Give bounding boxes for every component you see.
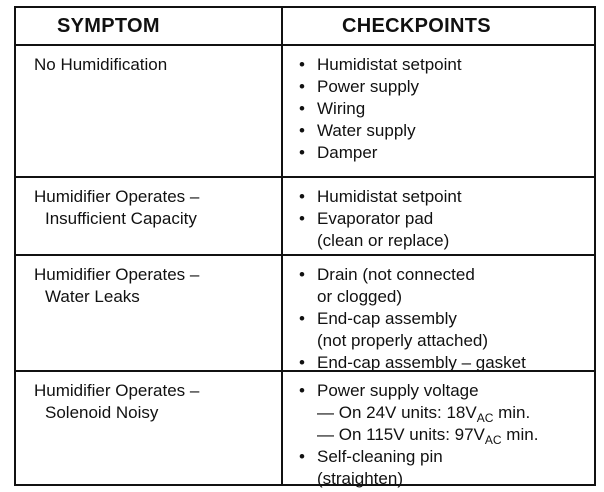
bullet-icon: • <box>299 209 305 228</box>
checkpoints-list <box>299 264 589 374</box>
bullet-icon: • <box>299 187 305 206</box>
list-item: • Wiring <box>299 99 366 118</box>
symptom-header: SYMPTOM <box>57 15 160 37</box>
symptom-text: Humidifier Operates – <box>34 265 200 284</box>
check-subtext: or clogged) <box>317 287 403 306</box>
list-item: • Self-cleaning pin (straighten) <box>299 446 589 490</box>
symptom-cell <box>34 54 274 76</box>
table-row <box>16 46 594 178</box>
list-item: • Humidistat setpoint <box>299 187 462 206</box>
table-row <box>16 256 594 372</box>
list-item: • End-cap assembly (not properly attached) <box>299 308 589 352</box>
symptom-text: Water Leaks <box>45 287 140 306</box>
list-item: • Damper <box>299 143 378 162</box>
table-header <box>16 8 594 46</box>
bullet-icon: • <box>299 55 305 74</box>
bullet-icon: • <box>299 77 305 96</box>
symptom-text: Insufficient Capacity <box>45 209 197 228</box>
symptom-text: Humidifier Operates – <box>34 187 200 206</box>
check-subtext: (straighten) <box>317 469 403 488</box>
checkpoints-list <box>299 54 589 164</box>
bullet-icon: • <box>299 353 305 372</box>
checkpoints-list <box>299 380 589 490</box>
list-item: • End-cap assembly – gasket <box>299 353 526 372</box>
list-item: • Humidistat setpoint <box>299 55 462 74</box>
list-item: • Drain (not connected or clogged) <box>299 264 589 308</box>
table-row <box>16 178 594 256</box>
bullet-icon: • <box>299 143 305 162</box>
symptom-cell <box>34 264 274 308</box>
bullet-icon: • <box>299 265 305 284</box>
list-item: • Evaporator pad (clean or replace) <box>299 208 589 252</box>
list-item: • Water supply <box>299 121 416 140</box>
bullet-icon: • <box>299 121 305 140</box>
bullet-icon: • <box>299 447 305 466</box>
symptom-text: No Humidification <box>34 55 168 74</box>
checkpoints-header: CHECKPOINTS <box>342 15 491 37</box>
table-row <box>16 372 594 488</box>
voltage-spec-115v: — On 115V units: $97V_{AC}$ min. <box>317 425 539 447</box>
bullet-icon: • <box>299 309 305 328</box>
symptom-cell <box>34 380 274 424</box>
check-subtext: (clean or replace) <box>317 231 450 250</box>
list-item: • Power supply voltage — On 24V units: $18V_{AC}$ min. — On 115V units: $97V_{AC}$ min. <box>299 380 589 446</box>
troubleshooting-table <box>14 6 596 486</box>
symptom-text: Humidifier Operates – <box>34 381 200 400</box>
bullet-icon: • <box>299 381 305 400</box>
symptom-cell <box>34 186 274 230</box>
bullet-icon: • <box>299 99 305 118</box>
checkpoints-list <box>299 186 589 252</box>
check-subtext: (not properly attached) <box>317 331 489 350</box>
voltage-spec-24v: — On 24V units: $18V_{AC}$ min. <box>317 403 531 425</box>
symptom-text: Solenoid Noisy <box>45 403 159 422</box>
list-item: • Power supply <box>299 77 420 96</box>
